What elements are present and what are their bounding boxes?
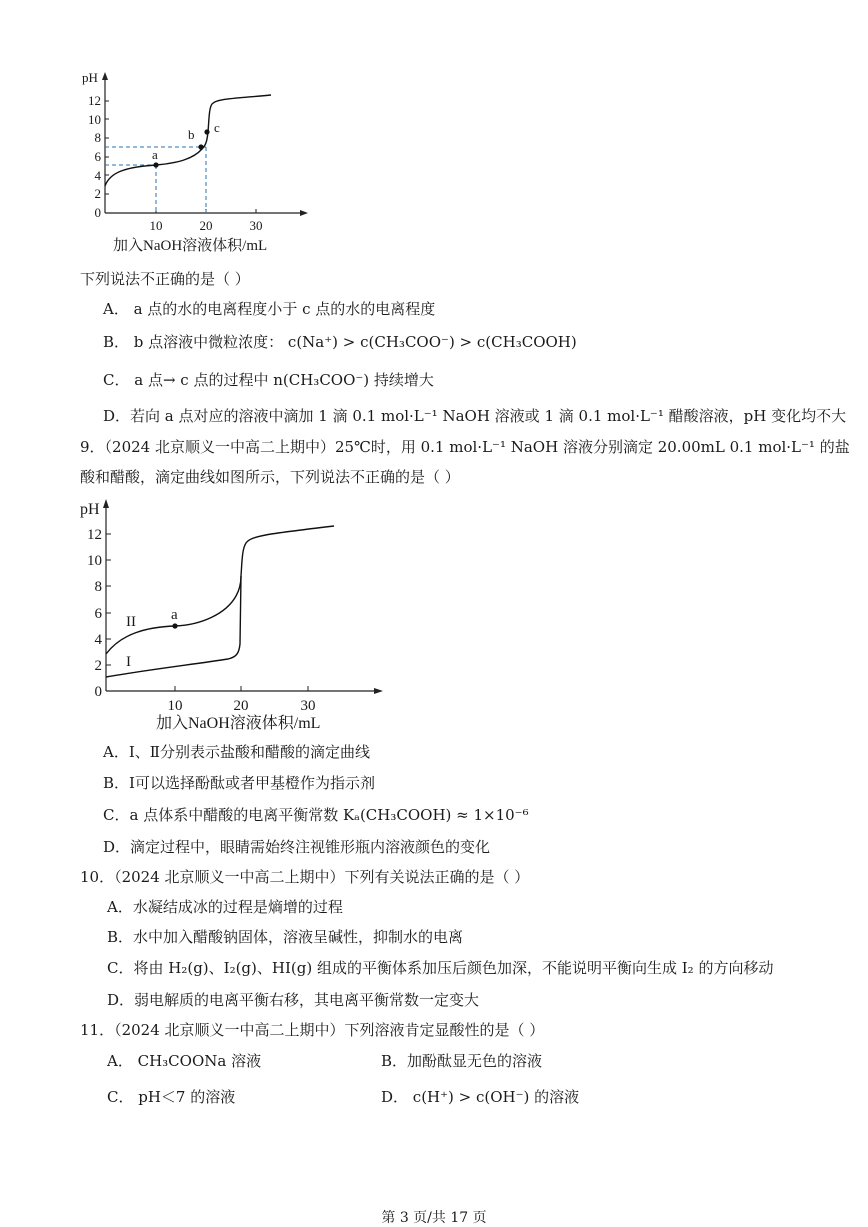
x-tick-30: 30 [300,698,316,714]
x-tick-30: 30 [249,218,263,233]
q10-option-a: A．水凝结成冰的过程是熵增的过程 [107,898,343,916]
x-tick-20: 20 [233,698,249,714]
q8-option-c: C． a 点→ c 点的过程中 n(CH₃COO⁻) 持续增大 [103,371,434,389]
q8-option-a: A． a 点的水的电离程度小于 c 点的水的电离程度 [103,300,436,318]
q10-option-b: B．水中加入醋酸钠固体，溶液呈碱性，抑制水的电离 [107,928,464,946]
q9-stem-line1: 9．（2024 北京顺义一中高二上期中）25℃时，用 0.1 mol·L⁻¹ NaOH 溶液分别滴定 20.00mL 0.1 mol·L⁻¹ 的盐 [80,438,850,456]
q11-option-d: D． c(H⁺) > c(OH⁻) 的溶液 [381,1088,580,1106]
y-tick-0: 0 [94,684,102,700]
x-tick-10: 10 [167,698,183,714]
q8-stem: 下列说法不正确的是（ ） [80,270,250,288]
q9-option-d: D．滴定过程中，眼睛需始终注视锥形瓶内溶液颜色的变化 [103,838,491,856]
point-a [153,162,158,167]
titration-chart-1 [78,68,318,258]
y-tick-12: 12 [87,527,102,543]
q10-stem: 10．（2024 北京顺义一中高二上期中）下列有关说法正确的是（ ） [80,868,530,886]
y-tick-2: 2 [94,186,101,201]
y-axis-label: pH [80,501,100,518]
y-tick-10: 10 [88,112,101,127]
y-tick-6: 6 [94,149,101,164]
y-tick-8: 8 [94,130,101,145]
q8-option-d: D．若向 a 点对应的溶液中滴加 1 滴 0.1 mol·L⁻¹ NaOH 溶液或 1 滴 0.1 mol·L⁻¹ 醋酸溶液，pH 变化均不大 [103,407,847,425]
q8-option-b: B． b 点溶液中微粒浓度： c(Na⁺) > c(CH₃COO⁻) > c(CH₃COOH) [103,333,577,351]
y-tick-4: 4 [94,632,102,648]
y-axis-arrow [102,72,108,80]
label-a: a [171,607,178,623]
y-tick-10: 10 [87,553,102,569]
label-c: c [214,120,220,135]
y-tick-12: 12 [88,93,101,108]
x-axis-label: 加入NaOH溶液体积/mL [113,238,268,254]
q9-stem-line2: 酸和醋酸，滴定曲线如图所示，下列说法不正确的是（ ） [80,468,460,486]
q11-stem: 11．（2024 北京顺义一中高二上期中）下列溶液肯定显酸性的是（ ） [80,1021,545,1039]
x-axis-arrow [374,688,383,694]
y-axis-label: pH [82,70,98,85]
label-curve-i: I [126,654,131,670]
x-tick-20: 20 [199,218,213,233]
x-axis-label: 加入NaOH溶液体积/mL [156,715,321,732]
q9-option-a: A．Ⅰ、Ⅱ分别表示盐酸和醋酸的滴定曲线 [103,743,370,761]
y-tick-2: 2 [94,658,102,674]
point-b [198,144,203,149]
y-tick-0: 0 [94,205,101,220]
label-a: a [152,147,158,162]
y-axis-arrow [103,499,109,508]
y-tick-8: 8 [94,579,102,595]
label-curve-ii: II [126,614,136,630]
y-tick-4: 4 [94,168,101,183]
q9-option-b: B．Ⅰ可以选择酚酞或者甲基橙作为指示剂 [103,774,375,792]
q10-option-d: D．弱电解质的电离平衡右移，其电离平衡常数一定变大 [107,991,480,1009]
point-a [172,623,177,628]
y-tick-6: 6 [94,606,102,622]
x-tick-10: 10 [149,218,163,233]
q11-option-b: B．加酚酞显无色的溶液 [381,1052,543,1070]
point-c [204,129,209,134]
q11-option-c: C． pH＜7 的溶液 [107,1088,236,1106]
q11-option-a: A． CH₃COONa 溶液 [107,1052,262,1070]
q10-option-c: C．将由 H₂(g)、I₂(g)、HI(g) 组成的平衡体系加压后颜色加深，不能说明平衡向生成 I₂ 的方向移动 [107,959,774,977]
label-b: b [188,127,195,142]
curve-ii [106,526,334,654]
x-axis-arrow [300,210,308,216]
titration-chart-2 [76,494,396,734]
q9-option-c: C．a 点体系中醋酸的电离平衡常数 Kₐ(CH₃COOH) ≈ 1×10⁻⁶ [103,806,529,824]
page-number: 第 3 页/共 17 页 [381,1210,487,1226]
